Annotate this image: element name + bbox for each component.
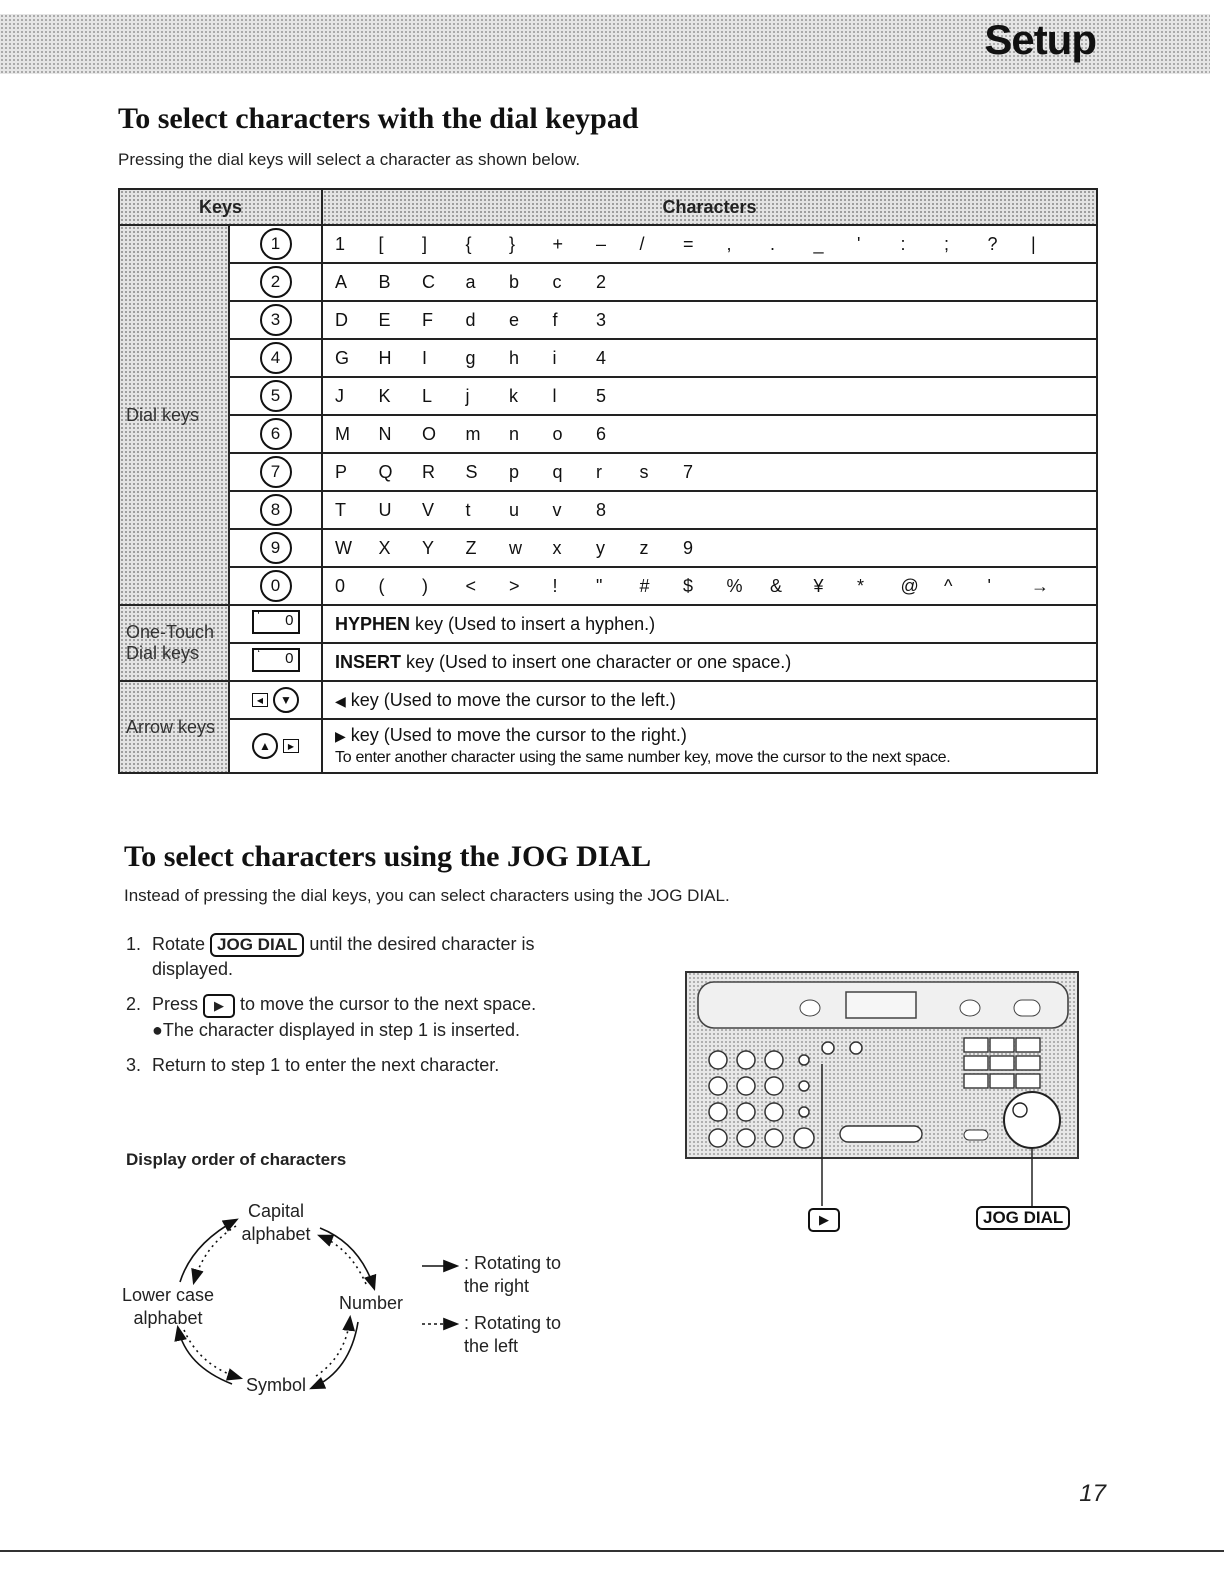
character: L (422, 385, 433, 406)
step-3 (126, 1053, 606, 1078)
character: & (770, 575, 783, 596)
key-cell (229, 681, 322, 719)
insert-description (322, 643, 1097, 681)
step-text: Return to step 1 to enter the next character. (152, 1054, 500, 1075)
character: = (683, 233, 694, 254)
diagram-label-lower: Lower case alphabet (121, 1285, 215, 1328)
character: r (596, 461, 602, 482)
right-desc-text: key (Used to move the cursor to the right.) (345, 725, 687, 745)
character: $ (683, 575, 694, 596)
arrow-symbol-to-lower (178, 1328, 232, 1384)
character: F (422, 309, 433, 330)
key-cell (229, 567, 322, 605)
step-text (152, 992, 536, 1042)
key-cell (229, 719, 322, 773)
left-arrow-key-icon: ◀ (252, 693, 268, 707)
character: j (465, 385, 470, 406)
character: u (509, 499, 520, 520)
key-cell (229, 263, 322, 301)
section-title-keypad: To select characters with the dial keypad (118, 102, 639, 135)
character: A (335, 271, 348, 292)
dial-key-7-icon: 7 (260, 456, 292, 488)
step-text-pre: Rotate (152, 934, 211, 954)
characters-cell (322, 225, 1097, 263)
characters-cell (322, 263, 1097, 301)
down-arrow-icon: ▼ (273, 687, 299, 713)
character-list (335, 386, 1096, 407)
step-number: 2. (126, 994, 142, 1015)
table-header-characters: Characters (322, 189, 1097, 225)
character: w (509, 537, 522, 558)
character: U (378, 499, 392, 520)
character: – (596, 233, 607, 254)
dial-key-6-icon: 6 (260, 418, 292, 450)
section-intro-jog: Instead of pressing the dial keys, you can select characters using the JOG DIAL. (124, 886, 730, 905)
character: / (639, 233, 645, 254)
character: f (552, 309, 558, 330)
character: < (465, 575, 477, 596)
dotted-arrow-symbol-to-number (316, 1318, 350, 1376)
left-desc-text: key (Used to move the cursor to the left.) (345, 689, 676, 710)
left-arrow-glyph: ◀ (335, 692, 346, 709)
character: V (422, 499, 435, 520)
character: p (509, 461, 520, 482)
character: # (639, 575, 650, 596)
character: T (335, 499, 346, 520)
table-row (119, 301, 1097, 339)
dial-key-8-icon: 8 (260, 494, 292, 526)
insert-key-label: INSERT (335, 651, 402, 672)
device-play-button-label: ▶ (808, 1208, 840, 1232)
page-section-title: Setup (984, 16, 1096, 63)
character: @ (900, 575, 919, 596)
table-row (119, 225, 1097, 263)
jog-dial-key-label: JOG DIAL (210, 933, 304, 957)
character: W (335, 537, 352, 558)
character: ) (422, 575, 428, 596)
character: ' (857, 233, 861, 254)
characters-cell (322, 529, 1097, 567)
character: ' (987, 575, 991, 596)
steps-list (126, 932, 606, 1088)
cursor-note: To enter another character using the same number key, move the cursor to the next space. (335, 749, 951, 766)
character: a (465, 271, 476, 292)
up-arrow-icon: ▲ (252, 733, 278, 759)
character-list (335, 462, 1096, 483)
character-list (335, 424, 1096, 445)
fax-device-illustration (680, 968, 1100, 1238)
character: b (509, 271, 520, 292)
character: e (509, 309, 520, 330)
character: " (596, 575, 603, 596)
table-row (119, 263, 1097, 301)
character: 5 (596, 385, 607, 406)
keypad-character-table (118, 188, 1098, 774)
character: { (465, 233, 472, 254)
diagram-label-number: Number (338, 1293, 404, 1313)
characters-cell (322, 377, 1097, 415)
character-list (335, 310, 1096, 331)
character: * (857, 575, 865, 596)
character: d (465, 309, 476, 330)
character: E (378, 309, 391, 330)
character: C (422, 271, 435, 292)
hyphen-one-touch-key-icon: ' 0 (252, 610, 300, 634)
character: , (726, 233, 732, 254)
section-title-jog: To select characters using the JOG DIAL (124, 840, 652, 873)
character: + (552, 233, 564, 254)
character: [ (378, 233, 384, 254)
character: | (1031, 233, 1036, 254)
key-cell (229, 415, 322, 453)
character: ; (944, 233, 950, 254)
dial-key-9-icon: 9 (260, 532, 292, 564)
character: i (552, 347, 557, 368)
character: Y (422, 537, 435, 558)
character: ^ (944, 575, 953, 596)
page-number: 17 (1079, 1480, 1106, 1507)
character: > (509, 575, 520, 596)
character: ¥ (813, 575, 824, 596)
character: h (509, 347, 520, 368)
right-arrow-key-icon: ▶ (283, 739, 299, 753)
step-2 (126, 992, 606, 1042)
character: 9 (683, 537, 694, 558)
table-row (119, 643, 1097, 681)
character: S (465, 461, 478, 482)
group-label-one-touch: One-Touch Dial keys (119, 605, 229, 681)
dotted-arrow-number-to-capital (320, 1236, 366, 1284)
table-row (119, 491, 1097, 529)
bottom-rule (0, 1550, 1224, 1552)
insert-one-touch-key-icon: ‘ 0 (252, 648, 300, 672)
key-cell (229, 301, 322, 339)
character: t (465, 499, 471, 520)
character: P (335, 461, 348, 482)
key-cell (229, 529, 322, 567)
dial-key-5-icon: 5 (260, 380, 292, 412)
left-arrow-description (322, 681, 1097, 719)
character: 2 (596, 271, 607, 292)
character: I (422, 347, 428, 368)
table-row (119, 719, 1097, 773)
character: Z (465, 537, 477, 558)
hyphen-description (322, 605, 1097, 643)
hyphen-key-label: HYPHEN (335, 613, 411, 634)
legend-label-right: : Rotating to the right (464, 1253, 562, 1296)
character: N (378, 423, 392, 444)
character: J (335, 385, 344, 406)
table-row (119, 377, 1097, 415)
character: M (335, 423, 350, 444)
step-1 (126, 932, 606, 982)
dial-key-4-icon: 4 (260, 342, 292, 374)
hyphen-desc-text: key (Used to insert a hyphen.) (410, 613, 656, 634)
character: 4 (596, 347, 607, 368)
character: R (422, 461, 435, 482)
step-number: 3. (126, 1054, 142, 1075)
right-arrow-description (322, 719, 1097, 773)
character: x (552, 537, 562, 558)
key-cell (229, 339, 322, 377)
character: q (552, 461, 563, 482)
character: O (422, 423, 437, 444)
play-icon: ▶ (203, 994, 235, 1018)
characters-cell (322, 415, 1097, 453)
character: _ (813, 233, 824, 254)
character-list (335, 348, 1096, 369)
section-intro-keypad: Pressing the dial keys will select a character as shown below. (118, 150, 581, 169)
key-cell (229, 491, 322, 529)
character: Q (378, 461, 393, 482)
step-bullet: ●The character displayed in step 1 is inserted. (152, 1019, 521, 1040)
character: 7 (683, 461, 694, 482)
character: 0 (335, 575, 346, 596)
legend-left-text: Rotating to the left (464, 1313, 562, 1356)
character-list (335, 272, 1096, 293)
character: y (596, 537, 605, 558)
table-row (119, 529, 1097, 567)
dial-key-2-icon: 2 (260, 266, 292, 298)
table-header-keys: Keys (119, 189, 322, 225)
character: H (378, 347, 392, 368)
key-cell (229, 377, 322, 415)
diagram-label-capital: Capital alphabet (241, 1201, 311, 1244)
table-row (119, 605, 1097, 643)
group-label-arrow-keys: Arrow keys (119, 681, 229, 773)
character: l (552, 385, 557, 406)
dial-key-0-icon: 0 (260, 570, 292, 602)
character-list (335, 576, 1096, 597)
arrow-capital-to-number (320, 1228, 374, 1288)
character: → (1031, 575, 1049, 596)
character: 1 (335, 233, 346, 254)
display-order-title: Display order of characters (126, 1150, 347, 1169)
step-text (152, 932, 606, 982)
table-row (119, 339, 1097, 377)
characters-cell (322, 301, 1097, 339)
key-cell (229, 605, 322, 643)
dial-key-1-icon: 1 (260, 228, 292, 260)
character-list (335, 500, 1096, 521)
character: : (900, 233, 906, 254)
characters-cell (322, 491, 1097, 529)
character: 6 (596, 423, 607, 444)
characters-cell (322, 339, 1097, 377)
character: ? (987, 233, 998, 254)
table-row (119, 681, 1097, 719)
character-list (335, 538, 1096, 559)
table-row (119, 567, 1097, 605)
diagram-label-symbol: Symbol (245, 1375, 307, 1395)
legend-label-left: : Rotating to the left (464, 1313, 562, 1356)
character: 8 (596, 499, 607, 520)
character: m (465, 423, 481, 444)
step-text-post: to move the cursor to the next space. (235, 994, 537, 1015)
character: z (639, 537, 649, 558)
character: 3 (596, 309, 607, 330)
character: X (378, 537, 391, 558)
character: c (552, 271, 562, 292)
dial-key-3-icon: 3 (260, 304, 292, 336)
characters-cell (322, 567, 1097, 605)
character: o (552, 423, 563, 444)
characters-cell (322, 453, 1097, 491)
character: . (770, 233, 776, 254)
device-jog-dial-label: JOG DIAL (976, 1206, 1070, 1230)
character: } (509, 233, 516, 254)
legend-right-text: Rotating to the right (464, 1253, 562, 1296)
character-list (335, 234, 1096, 255)
key-cell (229, 225, 322, 263)
character: ] (422, 233, 428, 254)
character: v (552, 499, 562, 520)
right-arrow-glyph: ▶ (335, 728, 346, 744)
step-number: 1. (126, 934, 142, 954)
step-text-pre: Press (152, 994, 204, 1015)
insert-desc-text: key (Used to insert one character or one space.) (401, 651, 792, 672)
character: K (378, 385, 391, 406)
character: n (509, 423, 520, 444)
character: % (726, 575, 743, 596)
dotted-arrow-lower-to-symbol (184, 1330, 240, 1378)
character: ! (552, 575, 558, 596)
step-text-post: until the desired character is displayed. (152, 934, 535, 980)
character: k (509, 385, 518, 406)
character: s (639, 461, 649, 482)
arrow-number-to-symbol (312, 1322, 358, 1388)
table-row (119, 415, 1097, 453)
key-cell (229, 643, 322, 681)
character: ( (378, 575, 385, 596)
table-row (119, 453, 1097, 491)
group-label-dial-keys: Dial keys (119, 225, 229, 605)
key-cell (229, 453, 322, 491)
character: D (335, 309, 348, 330)
character: B (378, 271, 391, 292)
character: g (465, 347, 476, 368)
character: G (335, 347, 350, 368)
